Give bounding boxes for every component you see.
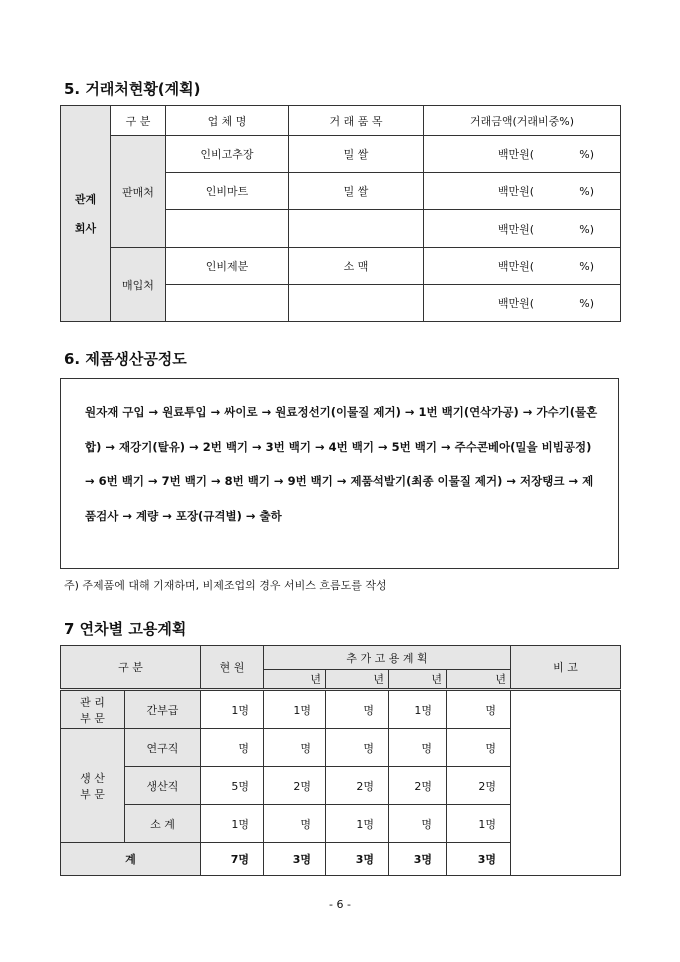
- partners-table: [60, 105, 621, 322]
- header: 거래금액(거래비중%): [424, 106, 621, 136]
- section5-title: 5. 거래처현황(계획): [64, 80, 201, 98]
- row-label: 소 계: [125, 805, 201, 843]
- item: 소 맥: [289, 248, 424, 285]
- footnote: 주) 주제품에 대해 기재하며, 비제조업의 경우 서비스 흐름도를 작성: [64, 579, 387, 592]
- cell: 명: [447, 690, 511, 729]
- total-cell: 7명: [201, 843, 264, 876]
- item: 밀 쌀: [289, 136, 424, 173]
- row-label: 연구직: [125, 729, 201, 767]
- table-row: [61, 136, 621, 173]
- prod-label: 생 산 부 문: [61, 729, 125, 843]
- mgmt-label: 관 리 부 문: [61, 690, 125, 729]
- amount: 백만원( %): [424, 248, 621, 285]
- cell: 2명: [326, 767, 389, 805]
- employment-plan-table: [60, 645, 621, 876]
- year: 년: [447, 670, 511, 690]
- page-number: - 6 -: [329, 898, 351, 911]
- cell: 2명: [264, 767, 326, 805]
- header-note: 비 고: [511, 646, 621, 690]
- group-label: 관계 회사: [61, 106, 111, 322]
- purchase-label: 매입처: [111, 248, 166, 322]
- header-current: 현 원: [201, 646, 264, 690]
- total-cell: 3명: [389, 843, 447, 876]
- total-label: 계: [61, 843, 201, 876]
- company: [166, 285, 289, 322]
- header-plan: 추 가 고 용 계 획: [264, 646, 511, 670]
- section7-title: 7 연차별 고용계획: [64, 620, 187, 638]
- cell: 명: [326, 729, 389, 767]
- amount: 백만원( %): [424, 285, 621, 322]
- cell: 2명: [447, 767, 511, 805]
- cell: 명: [264, 729, 326, 767]
- item: 밀 쌀: [289, 173, 424, 210]
- company: [166, 210, 289, 248]
- cell: 명: [389, 805, 447, 843]
- company: 인비고추장: [166, 136, 289, 173]
- year: 년: [264, 670, 326, 690]
- row-label: 생산직: [125, 767, 201, 805]
- process-flow-box: 원자재 구입 → 원료투입 → 싸이로 → 원료정선기(이물질 제거) → 1번 백기(연삭가공) → 가수기(물혼합) → 재강기(탈유) → 2번 백기 → 3번 백기 → 4번 백기 → 5번 백기 → 주수콘베아(밀을 비빔공정) → 6번 백기 → 7번 백기 → 8번 백기 → 9번 백기 → 제품석발기(최종 이물질 제거) → 저장탱크 → 제품검사 → 계량 → 포장(규격별) → 출하: [60, 378, 619, 569]
- total-cell: 3명: [447, 843, 511, 876]
- cell: 명: [447, 729, 511, 767]
- year: 년: [326, 670, 389, 690]
- section6-title: 6. 제품생산공정도: [64, 350, 187, 368]
- header: 업 체 명: [166, 106, 289, 136]
- amount: 백만원( %): [424, 210, 621, 248]
- total-cell: 3명: [326, 843, 389, 876]
- sales-label: 판매처: [111, 136, 166, 248]
- note-cell: [511, 690, 621, 876]
- cell: 명: [264, 805, 326, 843]
- cell: 1명: [447, 805, 511, 843]
- company: 인비제분: [166, 248, 289, 285]
- cell: 명: [389, 729, 447, 767]
- cell: 1명: [201, 805, 264, 843]
- amount: 백만원( %): [424, 173, 621, 210]
- item: [289, 285, 424, 322]
- item: [289, 210, 424, 248]
- table-row: [61, 690, 621, 729]
- cell: 1명: [326, 805, 389, 843]
- cell: 1명: [264, 690, 326, 729]
- header: 구 분: [111, 106, 166, 136]
- company: 인비마트: [166, 173, 289, 210]
- header: 거 래 품 목: [289, 106, 424, 136]
- cell: 1명: [389, 690, 447, 729]
- cell: 명: [326, 690, 389, 729]
- cell: 2명: [389, 767, 447, 805]
- table-row: [61, 248, 621, 285]
- year: 년: [389, 670, 447, 690]
- cell: 명: [201, 729, 264, 767]
- cell: 1명: [201, 690, 264, 729]
- cell: 5명: [201, 767, 264, 805]
- header-category: 구 분: [61, 646, 201, 690]
- amount: 백만원( %): [424, 136, 621, 173]
- total-cell: 3명: [264, 843, 326, 876]
- row-label: 간부급: [125, 690, 201, 729]
